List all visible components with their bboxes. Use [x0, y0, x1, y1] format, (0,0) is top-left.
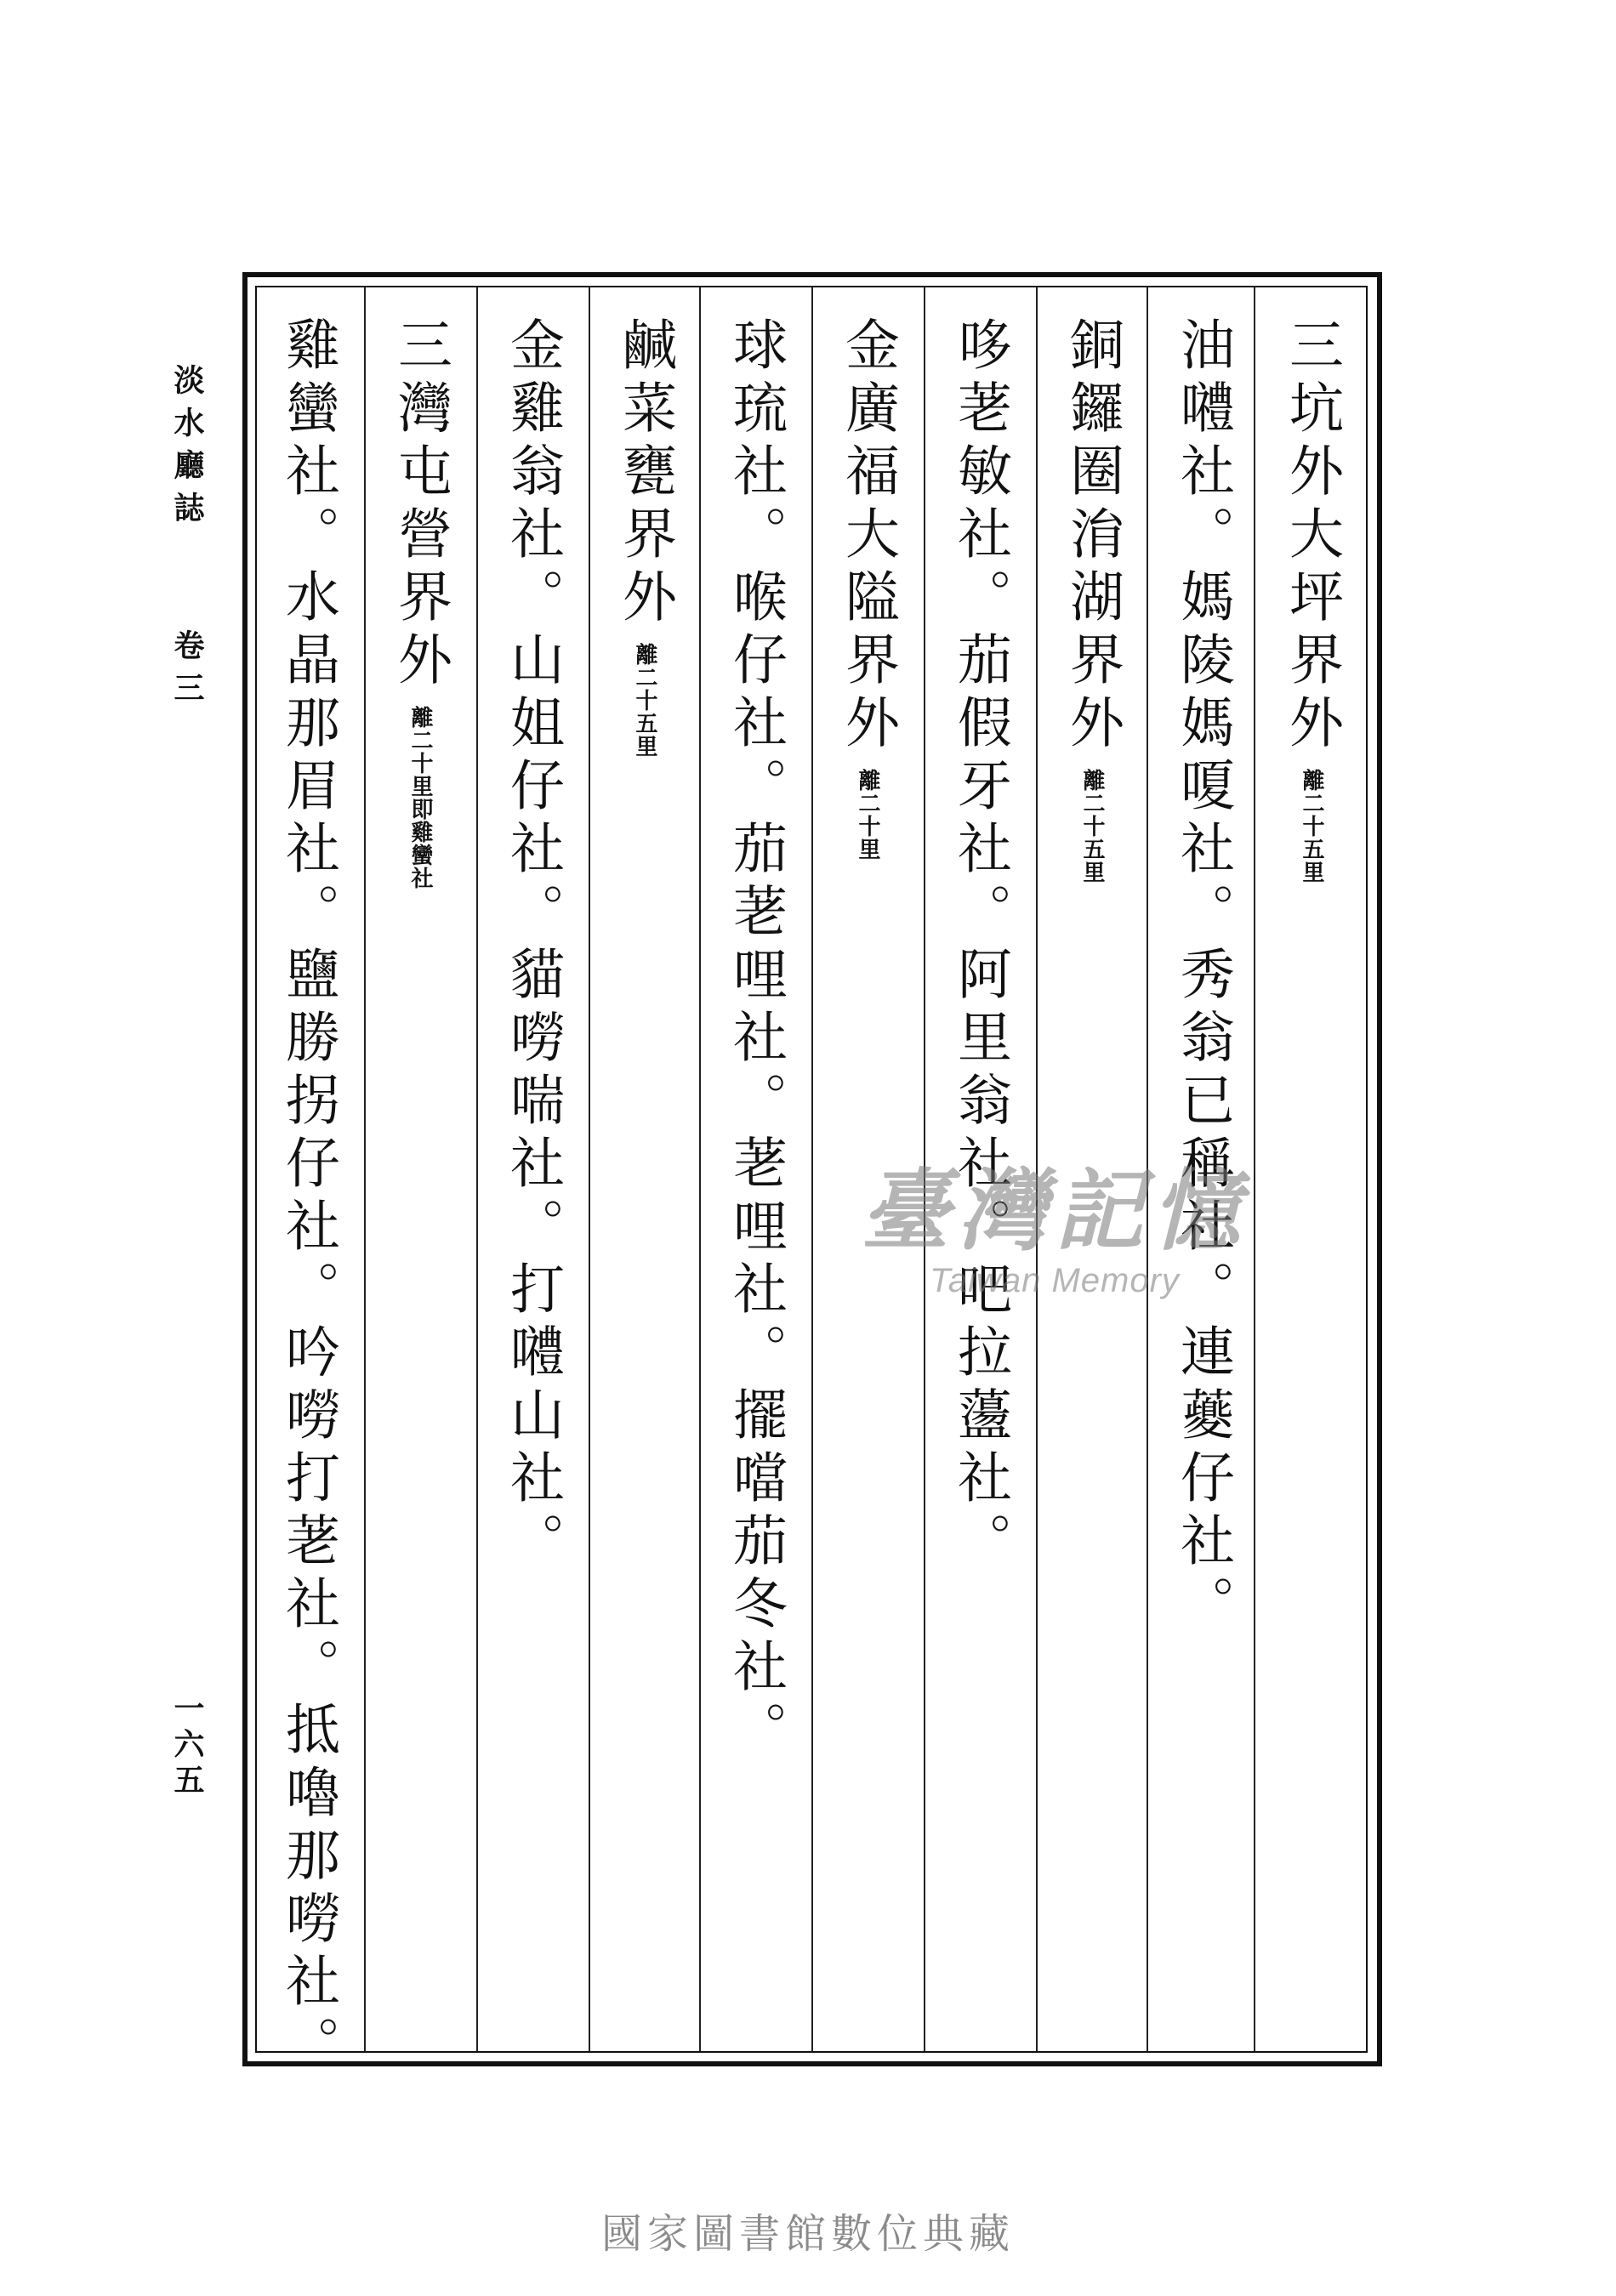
- text-column-2: [1160, 316, 1245, 2000]
- volume-label: 卷三: [169, 629, 205, 714]
- text-column-8: [490, 316, 575, 2000]
- text-column-9: [378, 316, 463, 2000]
- text-column-5: [825, 316, 910, 2000]
- column-divider: [924, 287, 925, 2051]
- column-divider: [811, 287, 813, 2051]
- watermark-logo-text: 臺灣記憶: [860, 1158, 1249, 1263]
- column-text: 鹹菜甕界外: [613, 316, 676, 631]
- text-column-10: [265, 316, 350, 2078]
- column-divider: [1036, 287, 1038, 2051]
- column-divider: [476, 287, 478, 2051]
- footer-caption: 國家圖書館數位典藏: [600, 2210, 1015, 2258]
- column-divider: [589, 287, 590, 2051]
- page-number: 一六五: [169, 1692, 205, 1799]
- column-text: 哆荖敏社。茄假牙社。阿里翁社。吧拉蘯社。: [948, 316, 1011, 1575]
- column-text: 銅鑼圈㳙湖界外: [1061, 316, 1124, 757]
- text-column-6: [713, 316, 798, 2000]
- column-divider: [699, 287, 701, 2051]
- distance-note: 離二十五里: [632, 643, 657, 758]
- column-text: 三坑外大坪界外: [1280, 316, 1343, 757]
- text-column-7: [602, 316, 687, 2000]
- text-column-3: [1050, 316, 1135, 2000]
- distance-note: 離二十里即雞蠻社: [407, 706, 433, 889]
- column-divider: [1254, 287, 1255, 2051]
- column-text: 金廣福大隘界外: [836, 316, 899, 757]
- column-divider: [364, 287, 366, 2051]
- column-text: 雞蠻社。水晶那眉社。鹽勝拐仔社。吟嘮打荖社。抵嚕那嘮社。: [276, 316, 339, 2078]
- distance-note: 離二十里: [855, 769, 880, 861]
- column-text: 三灣屯營界外: [389, 316, 452, 694]
- text-column-4: [937, 316, 1022, 2000]
- column-divider: [1147, 287, 1148, 2051]
- watermark-subtitle: Taiwan Memory: [930, 1262, 1180, 1299]
- column-text: 金雞翁社。山姐仔社。貓嘮喘社。打𡅏山社。: [501, 316, 564, 1575]
- book-title: 淡水廳誌: [169, 364, 205, 534]
- column-text: 球琉社。喉仔社。茄荖哩社。荖哩社。擺噹茄冬社。: [724, 316, 787, 1764]
- text-column-1: [1269, 316, 1354, 2000]
- column-text: 油𡅏社。媽陵媽嗄社。秀翁已稱社。連𧃍仔社。: [1171, 316, 1234, 1638]
- distance-note: 離二十五里: [1079, 769, 1105, 884]
- distance-note: 離二十五里: [1299, 769, 1324, 884]
